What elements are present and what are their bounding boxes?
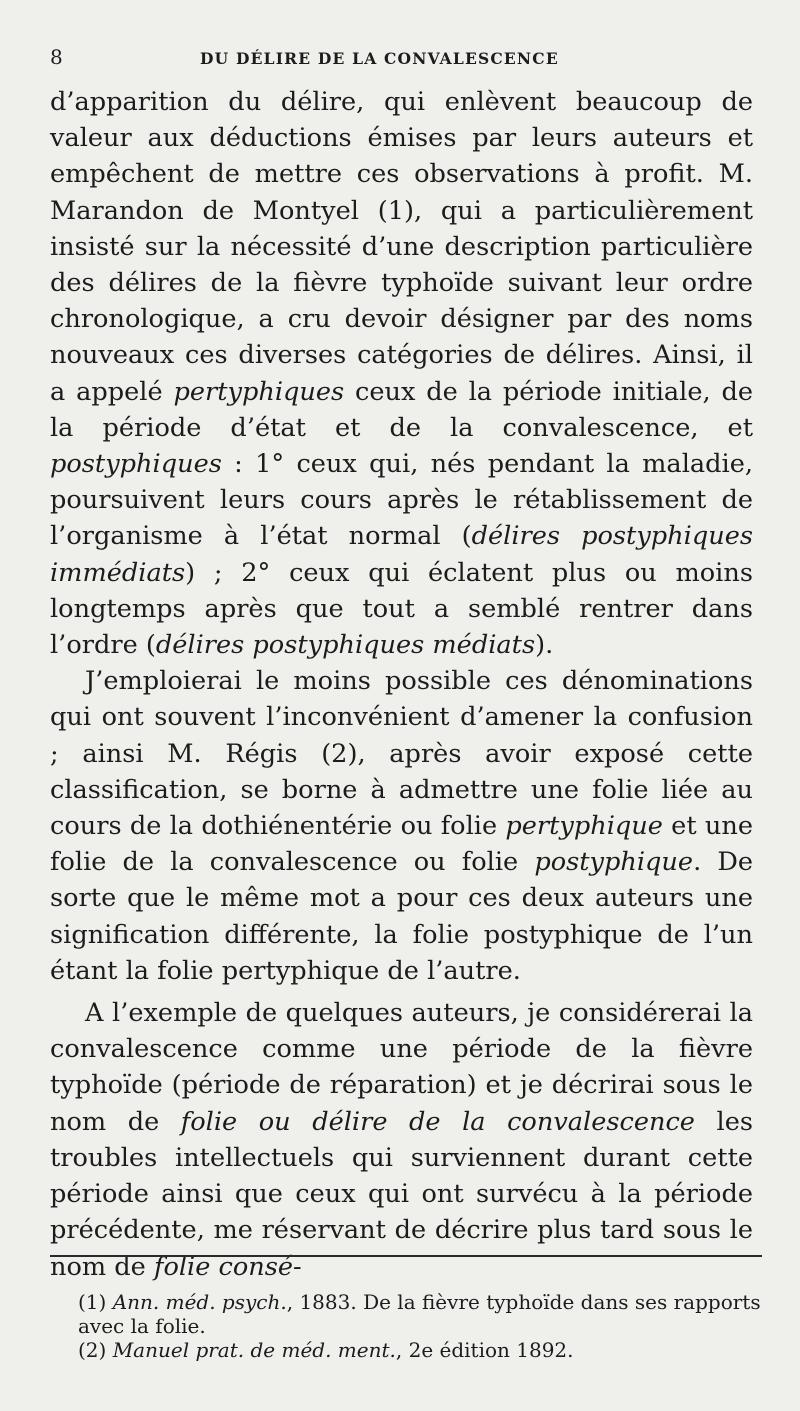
text-run: les troubles intellectuels qui surviennent durant cette période ainsi que ceux qui ont survécu à la période précédente, me réservant de décrire plus tard sous le nom de	[50, 1106, 753, 1282]
text-run: et une folie de la convalescence ou folie	[50, 811, 753, 878]
text-run: d’apparition du délire, qui enlèvent beaucoup de valeur aux déductions émises par leurs auteurs et empêchent de mettre ces observations à profit. M. Marandon de Montyel (1), qui a particulièrement insisté sur la nécessité d’une description particulière des délires de la fièvre typhoïde suivant leur ordre chronologique, a cru devoir désigner par des noms nouveaux ces diverses catégories de délires. Ainsi, il a appelé	[50, 87, 753, 407]
running-header	[50, 45, 752, 75]
italic-term: folie consé-	[153, 1251, 302, 1282]
italic-citation: Ann. méd. psych.	[112, 1290, 287, 1314]
text-run: ).	[535, 630, 554, 661]
footnote-marker: (2)	[78, 1338, 113, 1362]
text-run: : 1° ceux qui, nés pendant la maladie, poursuivent leurs cours après le rétablissement de l’organisme à l’état normal (	[50, 449, 753, 552]
text-run: ceux de la période initiale, de la période d’état et de la convalescence, et	[50, 376, 753, 443]
italic-term: délires postyphiques immédiats	[50, 521, 753, 588]
footnotes	[50, 1290, 762, 1362]
text-run: , 2e édition 1892.	[395, 1338, 574, 1362]
paragraph-1	[50, 84, 753, 663]
paragraph-2	[50, 663, 753, 989]
text-run: ) ; 2° ceux qui éclatent plus ou moins longtemps après que tout a semblé rentrer dans l’ordre (	[50, 557, 753, 661]
text-run: . De sorte que le même mot a pour ces deux auteurs une signification différente, la folie postyphique de l’un étant la folie pertyphique de l’autre.	[50, 847, 753, 986]
italic-term: pertyphique	[505, 811, 663, 842]
italic-term: délires postyphiques médiats	[155, 630, 536, 661]
italic-term: postyphique	[534, 847, 694, 878]
italic-citation: Manuel prat. de méd. ment.	[112, 1338, 396, 1362]
text-run: A l’exemple de quelques auteurs, je considérerai la convalescence comme une période de la fièvre typhoïde (période de réparation) et je décrirai sous le nom de	[50, 998, 753, 1137]
main-text	[50, 84, 753, 1285]
italic-term: folie ou délire de la convalescence	[180, 1106, 695, 1137]
footnote-1	[50, 1290, 762, 1338]
footnote-rule	[50, 1255, 762, 1257]
paragraph-3	[50, 995, 753, 1285]
footnote-marker: (1)	[78, 1290, 113, 1314]
text-run: J’emploierai le moins possible ces dénominations qui ont souvent l’inconvénient d’amener la confusion ; ainsi M. Régis (2), après avoir exposé cette classification, se borne à admettre une folie liée au cours de la dothiénentérie ou folie	[50, 666, 753, 842]
running-title: DU DÉLIRE DE LA CONVALESCENCE	[200, 49, 559, 68]
text-run: , 1883. De la fièvre typhoïde dans ses rapports avec la folie.	[78, 1290, 761, 1338]
italic-term: postyphiques	[50, 449, 222, 480]
italic-term: pertyphiques	[173, 376, 345, 407]
footnote-2	[50, 1338, 762, 1362]
page-number: 8	[50, 45, 64, 69]
